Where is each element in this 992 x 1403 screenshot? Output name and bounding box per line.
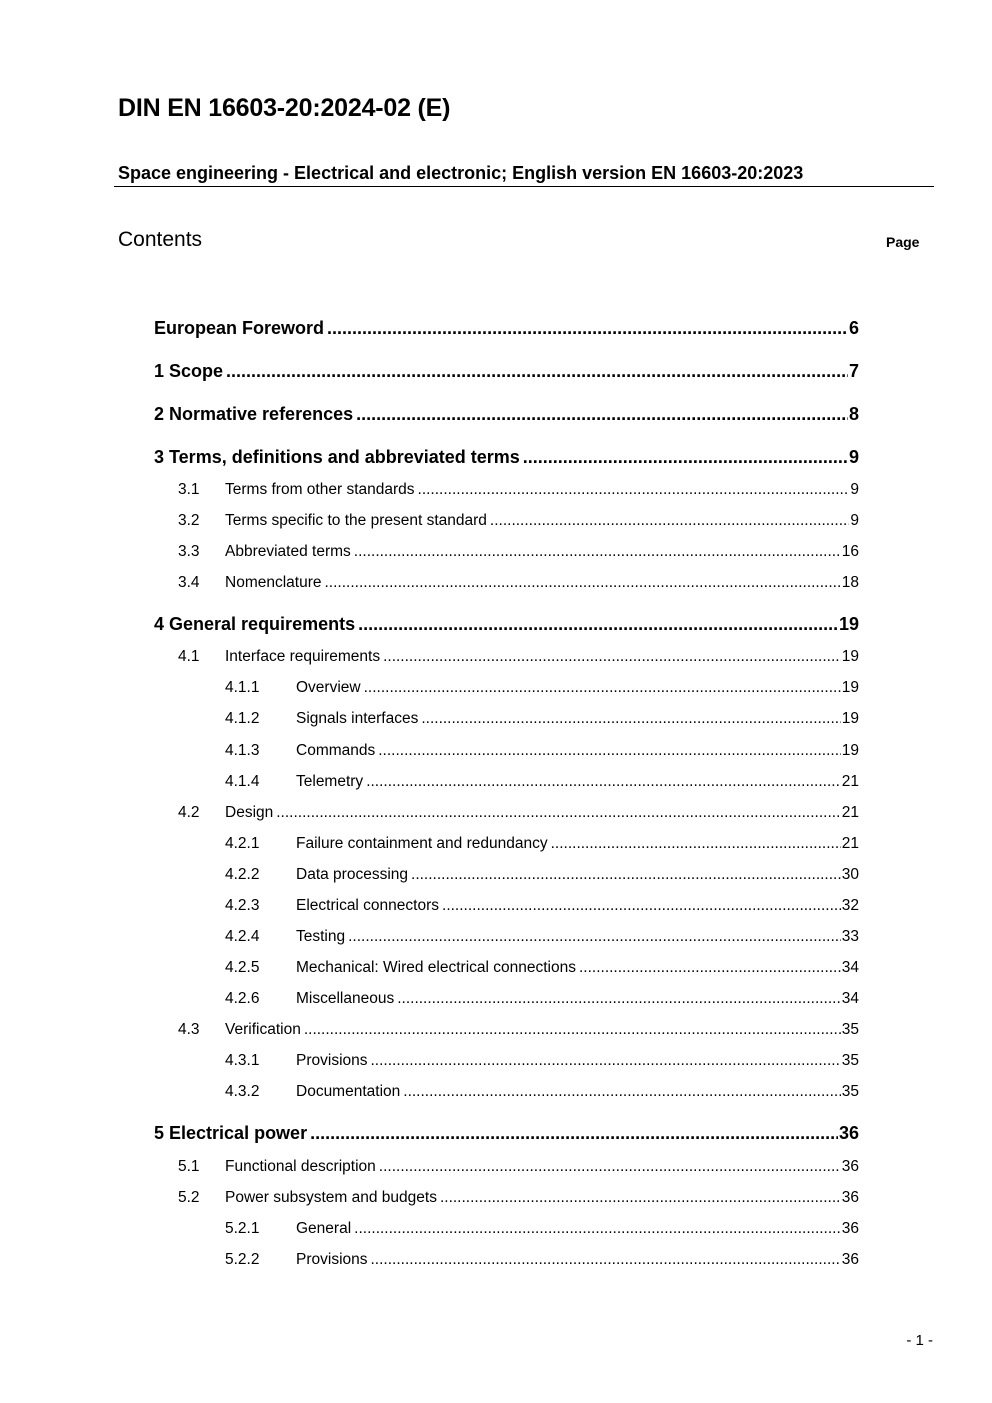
toc-entry[interactable] [178, 648, 859, 666]
toc-entry-number: 5 [154, 1123, 165, 1143]
toc-entry-page: 36 [841, 1158, 859, 1175]
toc-dot-leader [440, 1189, 841, 1207]
toc-dot-leader [310, 1123, 838, 1144]
toc-entry-number: 1 [154, 361, 165, 381]
toc-entry[interactable] [178, 512, 859, 530]
toc-entry-page: 36 [841, 1189, 859, 1206]
toc-entry[interactable] [225, 990, 859, 1008]
toc-dot-leader [366, 773, 841, 791]
toc-entry-number: 4.2.4 [225, 928, 260, 945]
toc-entry[interactable] [225, 866, 859, 884]
toc-entry[interactable] [154, 404, 859, 425]
toc-entry-label: General [296, 1220, 352, 1237]
toc-entry[interactable] [225, 773, 859, 791]
toc-entry[interactable] [225, 742, 859, 760]
toc-dot-leader [383, 648, 841, 666]
toc-entry[interactable] [178, 574, 859, 592]
toc-entry-label: Overview [296, 679, 361, 696]
toc-entry-page: 9 [850, 481, 859, 498]
toc-entry-label: Failure containment and redundancy [296, 835, 548, 852]
toc-entry-number: 4.3 [178, 1021, 200, 1038]
toc-entry-label: Design [225, 804, 274, 821]
toc-dot-leader [523, 447, 848, 468]
toc-entry-label: Terms from other standards [225, 481, 415, 498]
toc-dot-leader [371, 1052, 841, 1070]
document-title: DIN EN 16603-20:2024-02 (E) [118, 94, 451, 122]
toc-entry-number: 3.2 [178, 512, 200, 529]
toc-entry-page: 19 [841, 710, 859, 727]
toc-entry-label: Data processing [296, 866, 409, 883]
toc-entry-page: 7 [848, 361, 859, 381]
toc-entry-number: 3.4 [178, 574, 200, 591]
toc-entry-page: 16 [841, 543, 859, 560]
toc-entry-label: Miscellaneous [296, 990, 395, 1007]
toc-entry-number: 4.1.3 [225, 742, 260, 759]
toc-entry[interactable] [225, 959, 859, 977]
toc-entry-page: 32 [841, 897, 859, 914]
toc-entry-label: Electrical power [169, 1123, 308, 1143]
toc-entry-label: Terms, definitions and abbreviated terms [169, 447, 520, 467]
toc-entry[interactable] [225, 1052, 859, 1070]
toc-entry-number: 4.1.4 [225, 773, 260, 790]
toc-entry-label: Testing [296, 928, 346, 945]
toc-entry-number: 4.2.3 [225, 897, 260, 914]
toc-entry-page: 21 [841, 773, 859, 790]
toc-entry-label: Signals interfaces [296, 710, 419, 727]
toc-entry-label: Normative references [169, 404, 354, 424]
toc-entry-number: 3.1 [178, 481, 200, 498]
toc-entry-label: Scope [169, 361, 224, 381]
toc-dot-leader [551, 835, 841, 853]
toc-entry[interactable] [178, 804, 859, 822]
toc-entry-label: Commands [296, 742, 376, 759]
toc-dot-leader [371, 1251, 841, 1269]
toc-entry-page: 30 [841, 866, 859, 883]
toc-dot-leader [226, 361, 848, 382]
toc-dot-leader [348, 928, 841, 946]
toc-entry-number: 4.1 [178, 648, 200, 665]
toc-entry-label: Power subsystem and budgets [225, 1189, 437, 1206]
toc-entry-number: 4.2.6 [225, 990, 260, 1007]
toc-entry[interactable] [154, 1123, 859, 1144]
toc-dot-leader [421, 710, 840, 728]
toc-entry-page: 35 [841, 1052, 859, 1069]
toc-entry-page: 34 [841, 990, 859, 1007]
toc-dot-leader [304, 1021, 841, 1039]
toc-dot-leader [378, 742, 841, 760]
subtitle-divider [114, 186, 934, 187]
toc-entry-number: 3 [154, 447, 165, 467]
toc-entry-number: 4.2.2 [225, 866, 260, 883]
toc-entry-label: Functional description [225, 1158, 376, 1175]
toc-entry-number: 4.1.1 [225, 679, 260, 696]
toc-entry-number: European [154, 318, 238, 338]
toc-entry-label: Terms specific to the present standard [225, 512, 487, 529]
toc-entry-page: 9 [850, 512, 859, 529]
toc-dot-leader [411, 866, 841, 884]
toc-entry-label: Telemetry [296, 773, 364, 790]
toc-entry-number: 4.1.2 [225, 710, 260, 727]
toc-entry-number: 3.3 [178, 543, 200, 560]
toc-entry-number: 4.2.1 [225, 835, 260, 852]
toc-entry-label: Provisions [296, 1251, 368, 1268]
toc-entry-label: Electrical connectors [296, 897, 440, 914]
toc-entry-page: 21 [841, 804, 859, 821]
toc-entry[interactable] [225, 1251, 859, 1269]
page-number: - 1 - [906, 1332, 933, 1349]
toc-entry-number: 4.3.2 [225, 1083, 260, 1100]
toc-entry-number: 5.2.2 [225, 1251, 260, 1268]
toc-entry[interactable] [154, 318, 859, 339]
toc-entry-label: Documentation [296, 1083, 401, 1100]
toc-entry[interactable] [154, 614, 859, 635]
toc-dot-leader [327, 318, 848, 339]
toc-entry-number: 5.2.1 [225, 1220, 260, 1237]
toc-entry[interactable] [154, 447, 859, 468]
toc-entry-page: 19 [841, 679, 859, 696]
toc-dot-leader [354, 1220, 841, 1238]
toc-dot-leader [358, 614, 838, 635]
toc-entry-number: 2 [154, 404, 165, 424]
toc-entry-page: 19 [841, 648, 859, 665]
toc-entry-label: Verification [225, 1021, 301, 1038]
toc-entry-page: 18 [841, 574, 859, 591]
toc-entry[interactable] [225, 679, 859, 697]
toc-entry-label: Nomenclature [225, 574, 322, 591]
toc-entry[interactable] [154, 361, 859, 382]
toc-entry[interactable] [225, 1083, 859, 1101]
toc-dot-leader [354, 543, 841, 561]
toc-entry[interactable] [225, 710, 859, 728]
toc-dot-leader [364, 679, 841, 697]
toc-dot-leader [379, 1158, 841, 1176]
toc-entry-page: 8 [848, 404, 859, 424]
toc-entry-page: 36 [838, 1123, 859, 1143]
toc-entry-page: 6 [848, 318, 859, 338]
toc-entry[interactable] [225, 928, 859, 946]
toc-dot-leader [356, 404, 848, 425]
toc-entry[interactable] [225, 897, 859, 915]
toc-entry-label: Interface requirements [225, 648, 381, 665]
toc-entry-number: 4 [154, 614, 165, 634]
toc-dot-leader [579, 959, 841, 977]
toc-entry-page: 33 [841, 928, 859, 945]
toc-entry-number: 5.1 [178, 1158, 200, 1175]
toc-entry-page: 19 [838, 614, 859, 634]
toc-entry-page: 35 [841, 1083, 859, 1100]
toc-entry-page: 34 [841, 959, 859, 976]
toc-entry[interactable] [178, 543, 859, 561]
toc-entry-page: 9 [848, 447, 859, 467]
toc-entry-page: 19 [841, 742, 859, 759]
toc-dot-leader [325, 574, 841, 592]
toc-entry[interactable] [178, 1189, 859, 1207]
toc-dot-leader [442, 897, 841, 915]
toc-entry-page: 36 [841, 1251, 859, 1268]
toc-entry[interactable] [178, 1021, 859, 1039]
document-subtitle: Space engineering - Electrical and electronic; English version EN 16603-20:2023 [118, 163, 804, 183]
toc-entry-number: 5.2 [178, 1189, 200, 1206]
toc-dot-leader [418, 481, 850, 499]
toc-entry-label: General requirements [169, 614, 356, 634]
toc-entry-page: 35 [841, 1021, 859, 1038]
toc-dot-leader [276, 804, 841, 822]
toc-entry-number: 4.3.1 [225, 1052, 260, 1069]
toc-entry[interactable] [225, 1220, 859, 1238]
toc-entry-number: 4.2.5 [225, 959, 260, 976]
toc-dot-leader [490, 512, 849, 530]
toc-entry-label: Foreword [242, 318, 325, 338]
contents-heading: Contents [118, 228, 203, 251]
toc-entry-label: Abbreviated terms [225, 543, 351, 560]
toc-entry-page: 21 [841, 835, 859, 852]
toc-entry[interactable] [178, 1158, 859, 1176]
toc-entry[interactable] [225, 835, 859, 853]
toc-entry-number: 4.2 [178, 804, 200, 821]
toc-entry-label: Mechanical: Wired electrical connections [296, 959, 576, 976]
toc-entry-page: 36 [841, 1220, 859, 1237]
toc-dot-leader [397, 990, 841, 1008]
toc-entry-label: Provisions [296, 1052, 368, 1069]
toc-entry[interactable] [178, 481, 859, 499]
toc-dot-leader [403, 1083, 840, 1101]
page-column-heading: Page [886, 234, 920, 250]
